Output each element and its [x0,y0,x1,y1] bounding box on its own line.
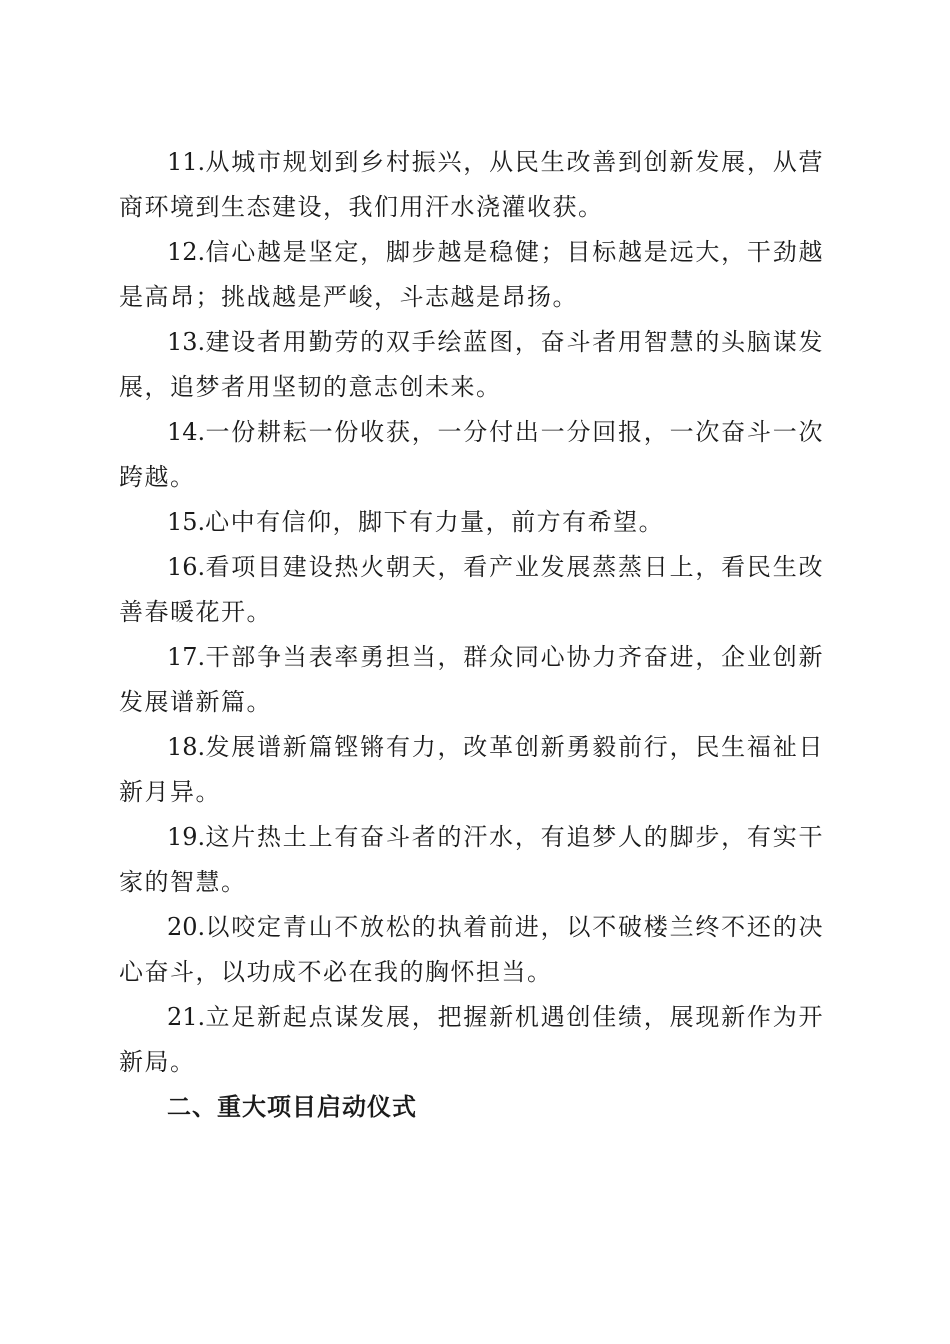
list-item-16 [119,545,824,635]
list-item-13 [119,320,824,410]
list-item-17 [119,635,824,725]
item-number: 11. [167,148,206,176]
item-text: 干部争当表率勇担当，群众同心协力齐奋进，企业创新发展谱新篇。 [119,643,824,716]
list-item-18 [119,725,824,815]
item-number: 12. [167,238,206,266]
item-number: 13. [167,328,206,356]
list-item-14 [119,410,824,500]
document-body [119,140,824,1130]
item-number: 17. [167,643,206,671]
item-text: 一份耕耘一份收获，一分付出一分回报，一次奋斗一次跨越。 [119,418,824,491]
item-text: 以咬定青山不放松的执着前进，以不破楼兰终不还的决心奋斗，以功成不必在我的胸怀担当。 [119,913,824,986]
item-number: 20. [167,913,206,941]
list-item-19 [119,815,824,905]
item-text: 立足新起点谋发展，把握新机遇创佳绩，展现新作为开新局。 [119,1003,824,1076]
item-number: 19. [167,823,206,851]
item-text: 从城市规划到乡村振兴，从民生改善到创新发展，从营商环境到生态建设，我们用汗水浇灌收获。 [119,148,824,221]
item-number: 21. [167,1003,206,1031]
item-number: 14. [167,418,206,446]
list-item-20 [119,905,824,995]
list-item-21 [119,995,824,1085]
item-text: 看项目建设热火朝天，看产业发展蒸蒸日上，看民生改善春暖花开。 [119,553,824,626]
item-text: 发展谱新篇铿锵有力，改革创新勇毅前行，民生福祉日新月异。 [119,733,824,806]
item-text: 心中有信仰，脚下有力量，前方有希望。 [205,508,665,536]
item-text: 信心越是坚定，脚步越是稳健；目标越是远大，干劲越是高昂；挑战越是严峻，斗志越是昂扬。 [119,238,824,311]
item-text: 这片热土上有奋斗者的汗水，有追梦人的脚步，有实干家的智慧。 [119,823,824,896]
list-item-12 [119,230,824,320]
item-number: 16. [167,553,206,581]
list-item-15 [119,500,824,545]
item-number: 18. [167,733,206,761]
item-text: 建设者用勤劳的双手绘蓝图，奋斗者用智慧的头脑谋发展，追梦者用坚韧的意志创未来。 [119,328,824,401]
list-item-11 [119,140,824,230]
section-heading: 二、重大项目启动仪式 [167,1093,417,1121]
item-number: 15. [167,508,206,536]
